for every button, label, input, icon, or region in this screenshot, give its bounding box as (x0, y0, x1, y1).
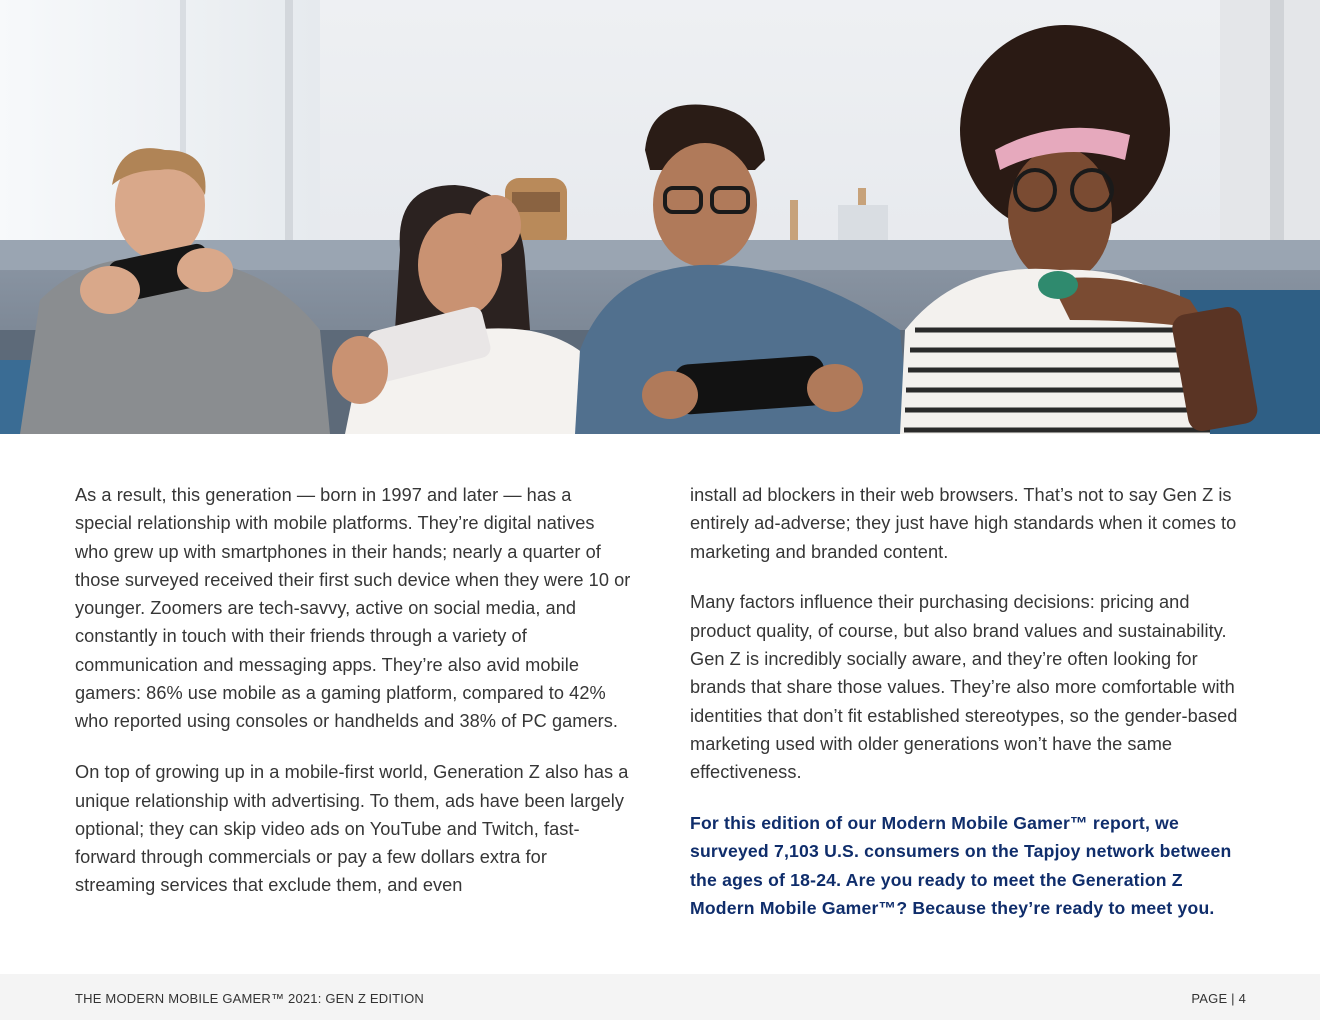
hero-photo (0, 0, 1320, 434)
footer-page-number: PAGE | 4 (1191, 991, 1246, 1006)
highlight-callout: For this edition of our Modern Mobile Gamer™ report, we surveyed 7,103 U.S. consumers on the Tapjoy network between the ages of 18-24. Are you ready to meet the Generation Z Modern Mobile Gamer™? Because they’re ready to meet you. (690, 813, 1232, 919)
page-footer (0, 974, 1320, 1020)
left-column (75, 481, 631, 922)
paragraph-advertising: On top of growing up in a mobile-first world, Generation Z also has a unique relationship with advertising. To them, ads have been largely optional; they can skip video ads on YouTube and Twitch, fast-forward through commercials or pay a few dollars extra for streaming services that exclude them, and even (75, 762, 629, 896)
paragraph-purchasing-decisions: Many factors influence their purchasing decisions: pricing and product quality, of course, but also brand values and sustainability. Gen Z is incredibly socially aware, and they’re often looking for brands that share those values. They’re also more comfortable with identities that don’t fit established stereotypes, so the gender-based marketing used with older generations won’t have the same effectiveness. (690, 592, 1238, 783)
hero-illustration (0, 0, 1320, 434)
right-column (690, 481, 1250, 945)
paragraph-gen-z-mobile: As a result, this generation — born in 1997 and later — has a special relationship with mobile platforms. They’re digital natives who grew up with smartphones in their hands; nearly a quarter of those surveyed received their first such device when they were 10 or younger. Zoomers are tech-savvy, active on social media, and constantly in touch with their friends through a variety of communication and messaging apps. They’re also avid mobile gamers: 86% use mobile as a gaming platform, compared to 42% who reported using consoles or handhelds and 38% of PC gamers. (75, 485, 631, 732)
footer-report-title: THE MODERN MOBILE GAMER™ 2021: GEN Z EDITION (75, 991, 425, 1006)
paragraph-ad-blockers: install ad blockers in their web browsers. That’s not to say Gen Z is entirely ad-adverse; they just have high standards when it comes to marketing and branded content. (690, 485, 1237, 562)
